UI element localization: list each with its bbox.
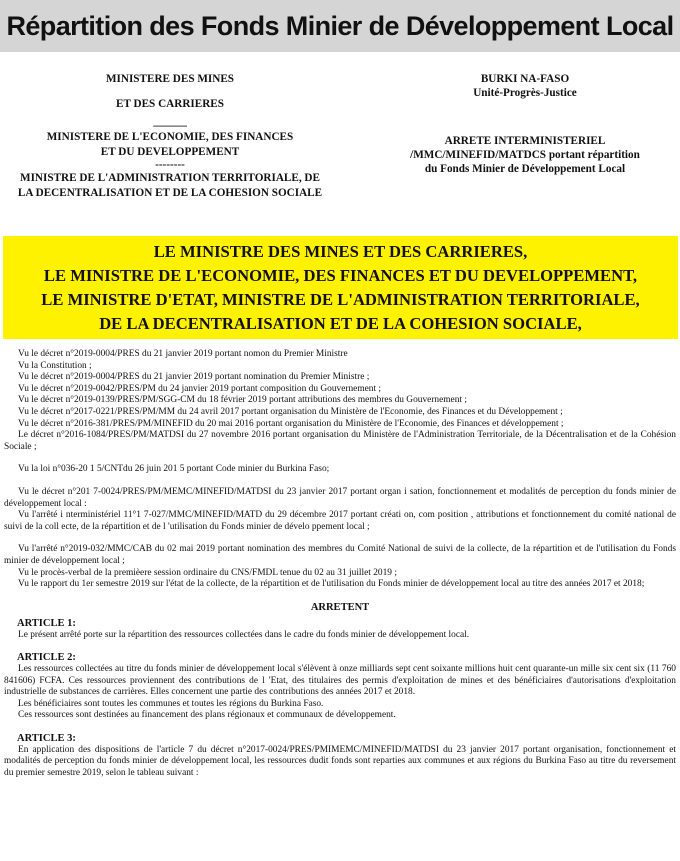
- article-2-text: Les bénéficiaires sont toutes les communes et toutes les régions du Burkina Faso.: [18, 698, 324, 709]
- visa-line: Vu le rapport du 1er semestre 2019 sur l'état de la collecte, de la répartition et de l'utilisation du Fonds minier de développement local au titre des années 2017 et 2018;: [18, 579, 645, 590]
- arrete-reference: /MMC/MINEFID/MATDCS portant répartition: [410, 149, 640, 161]
- minister-line: DE LA DECENTRALISATION ET DE LA COHESION SOCIALE,: [99, 314, 582, 333]
- visa-line: Vu le décret n°2019-0004/PRES du 21 janvier 2019 portant nomon du Premier Ministre: [18, 349, 348, 359]
- visa-line: Vu le décret n°2016-381/PRES/PM/MINEFID du 20 mai 2016 portant organisation du Ministère de l'Economie, des Finances et développement ;: [18, 418, 564, 429]
- visa-line: Vu le décret n°2019-0139/PRES/PM/SGG-CM du 18 février 2019 portant attributions des membres du Gouvernement ;: [18, 395, 467, 406]
- visa-line: Vu le décret n°201 7-0024/PRES/PM/MEMC/MINEFID/MATDSI du 23 janvier 2017 portant organ i sation, fonctionnement et modalités de perception du fonds minier de développement local :: [4, 486, 676, 509]
- minister-line: LE MINISTRE DES MINES ET DES CARRIERES,: [153, 242, 528, 261]
- ministry-admin-line2: LA DECENTRALISATION ET DE LA COHESION SOCIALE: [17, 187, 323, 199]
- article-3-title: ARTICLE 3:: [17, 733, 76, 745]
- country-motto: Unité-Progrès-Justice: [473, 87, 577, 99]
- ministry-economy-line: MINISTERE DE L'ECONOMIE, DES FINANCES: [46, 131, 294, 143]
- article-2-text: Ces ressources sont destinées au financement des plans régionaux et communaux de développement.: [18, 710, 396, 721]
- visa-line: Vu le décret n°2017-0221/PRES/PM/MM du 24 avril 2017 portant organisation du Ministère de l'Economie, des Finances et du Développement ;: [18, 406, 563, 417]
- ministry-economy-line2: ET DU DEVELOPPEMENT: [100, 146, 240, 158]
- visa-line: Vu le décret n°2019-0004/PRES du 21 janvier 2019 portant nomination du Premier Ministre ;: [18, 372, 370, 383]
- article-3-text: En application des dispositions de l'article 7 du décret n°2017-0024/PRES/PMIMEMC/MINEFID/MATDSI du 23 janvier 2017 portant organisation, fonctionnement et modalités de perception du fonds minier de développement local, les ressources dudit fonds sont reparties aux communes et aux régions du Burkina Faso au titre du reversement du premier semestre 2019, selon le tableau suivant :: [4, 744, 676, 778]
- minister-line: LE MINISTRE DE L'ECONOMIE, DES FINANCES ET DU DEVELOPPEMENT,: [43, 266, 638, 285]
- visa-line: Vu l'arrêté n°2019-032/MMC/CAB du 02 mai 2019 portant nomination des membres du Comité National de suivi de la collecte, de la répartition et de l'utilisation du Fonds minier de développement local ;: [4, 544, 676, 566]
- ministry-mines-line: MINISTERE DES MINES: [105, 73, 235, 85]
- visa-line: Vu le procès-verbal de la premièere session ordinaire du CNS/FMDL tenue du 02 au 31 juillet 2019 ;: [18, 567, 397, 578]
- visa-line: Vu la Constitution ;: [18, 360, 92, 371]
- document-body: [4, 349, 676, 779]
- page-banner-title: Répartition des Fonds Minier de Développement Local: [0, 0, 680, 52]
- article-2-text: Les ressources collectées au titre du fonds minier de développement local s'élèvent à onze milliards sept cent soixante millions huit cent quarante-un mille six cent six (11 760 841606) FCFA. Ces ressources proviennent des contributions de l 'Etat, des titulaires des permis d'exploitation de mines et des bénéficiaires d'autorisations d'exploitation industrielle de substances de carrières. Elles concernent une partie des contributions des années 2017 et 2018.: [4, 664, 676, 698]
- country-name: BURKI NA-FASO: [480, 73, 570, 85]
- separator: ______: [153, 116, 187, 128]
- visa-line: Vu l'arrêté i nterministériel 11°1 7-027/MMC/MINEFID/MATD du 29 décembre 2017 portant créati on, com position , attributions et fonctionnement du comité national de suivi de la coll ecte, de la répartition et de l 'utilisation du Fonds minier de dévelo ppement local ;: [4, 510, 676, 532]
- arrete-subject: du Fonds Minier de Développement Local: [424, 163, 626, 175]
- ministers-highlight-box: [3, 236, 678, 339]
- right-country-header: [390, 72, 660, 176]
- minister-line: LE MINISTRE D'ETAT, MINISTRE DE L'ADMINISTRATION TERRITORIALE,: [41, 290, 640, 309]
- arrete-title: ARRETE INTERMINISTERIEL: [444, 135, 606, 147]
- visa-line: Vu le décret n°2019-0042/PRES/PM du 24 janvier 2019 portant composition du Gouvernement ;: [18, 383, 382, 394]
- visa-line: Le décret n°2016-1084/PRES/PM/MATDSI du 27 novembre 2016 portant organisation du Ministère de l'Administration Territoriale, de la Décentralisation et de la Cohésion Sociale ;: [4, 430, 676, 452]
- left-ministry-header: [0, 72, 340, 201]
- separator: --------: [155, 159, 185, 171]
- ministry-admin-line: MINISTRE DE L'ADMINISTRATION TERRITORIALE, DE: [20, 172, 320, 184]
- article-1-title: ARTICLE 1:: [17, 618, 76, 630]
- visa-line: Vu la loi n°036-20 1 5/CNTdu 26 juin 201 5 portant Code minier du Burkina Faso;: [18, 464, 330, 475]
- ministry-mines-line2: ET DES CARRIERES: [116, 98, 224, 110]
- article-1-text: Le présent arrêté porte sur la répartition des ressources collectées dans le cadre du fonds minier de développement local.: [18, 629, 470, 640]
- article-2-title: ARTICLE 2:: [17, 652, 76, 664]
- arretent-heading: ARRETENT: [310, 601, 370, 613]
